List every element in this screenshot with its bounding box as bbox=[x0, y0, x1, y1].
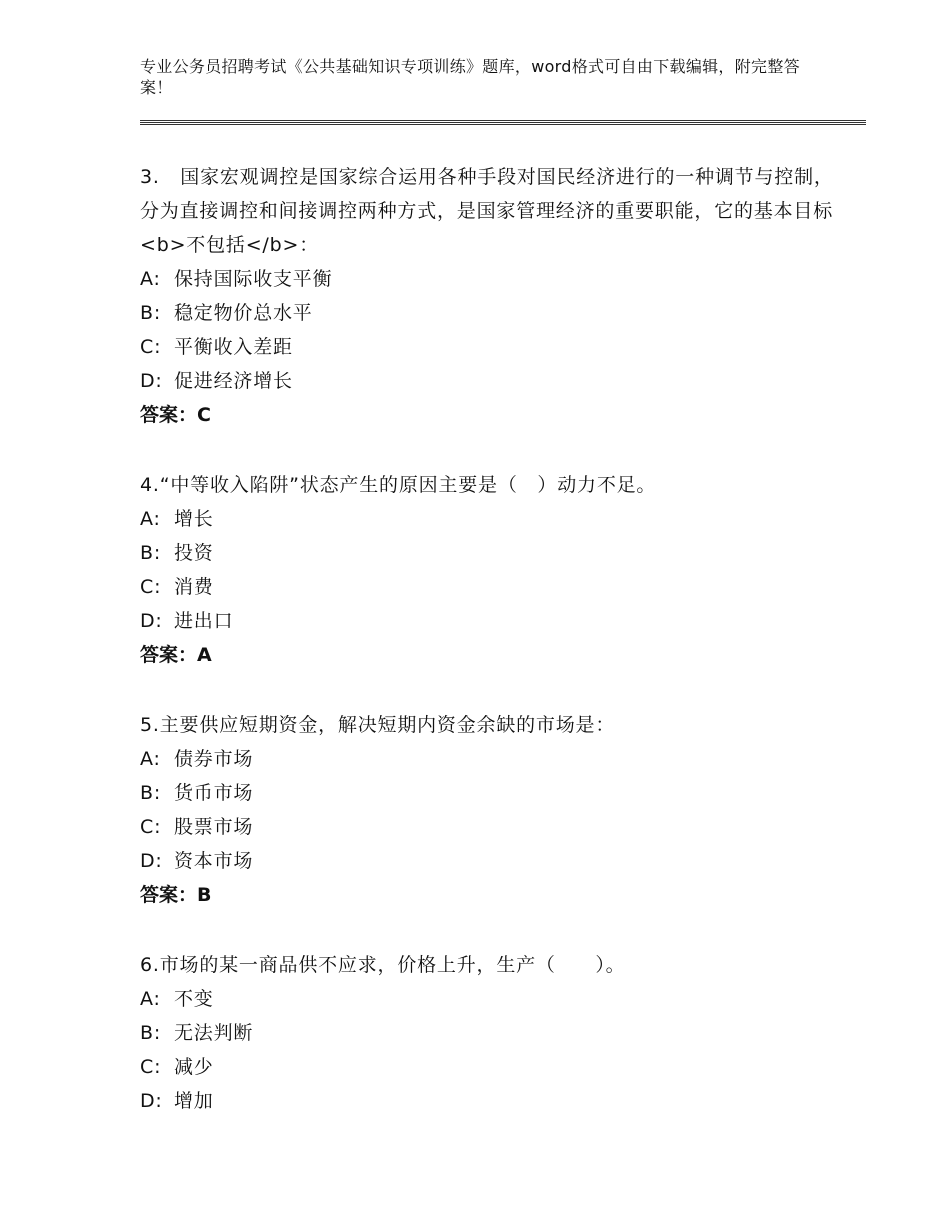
option-c bbox=[140, 810, 840, 844]
question-text: 主要供应短期资金，解决短期内资金余缺的市场是： bbox=[159, 714, 616, 736]
question-stem bbox=[140, 468, 840, 502]
question-stem bbox=[140, 160, 840, 262]
header-divider-line bbox=[140, 124, 866, 125]
option-c bbox=[140, 330, 840, 364]
option-letter: B: bbox=[140, 302, 162, 324]
option-letter: D: bbox=[140, 1090, 163, 1112]
option-a bbox=[140, 742, 840, 776]
option-d bbox=[140, 844, 840, 878]
option-text: 货币市场 bbox=[174, 782, 254, 804]
question-number: 3. bbox=[140, 166, 160, 188]
option-letter: C: bbox=[140, 816, 162, 838]
option-text: 债券市场 bbox=[174, 748, 254, 770]
option-b bbox=[140, 1016, 840, 1050]
option-d bbox=[140, 364, 840, 398]
option-c bbox=[140, 570, 840, 604]
answer-line bbox=[140, 878, 840, 912]
option-letter: A: bbox=[140, 268, 161, 290]
question-6 bbox=[140, 948, 840, 1118]
answer-label: 答案： bbox=[140, 884, 198, 906]
answer-value: A bbox=[197, 644, 212, 666]
option-text: 减少 bbox=[174, 1056, 214, 1078]
question-number: 6. bbox=[140, 954, 160, 976]
option-letter: B: bbox=[140, 782, 162, 804]
option-text: 稳定物价总水平 bbox=[174, 302, 313, 324]
option-text: 进出口 bbox=[174, 610, 234, 632]
option-text: 无法判断 bbox=[174, 1022, 254, 1044]
option-a bbox=[140, 982, 840, 1016]
question-text: 国家宏观调控是国家综合运用各种手段对国民经济进行的一种调节与控制，分为直接调控和间接调控两种方式，是国家管理经济的重要职能，它的基本目标<b>不包括</b>： bbox=[140, 166, 834, 256]
option-text: 资本市场 bbox=[174, 850, 254, 872]
question-text: “中等收入陷阱”状态产生的原因主要是（ ）动力不足。 bbox=[159, 474, 657, 496]
question-3 bbox=[140, 160, 840, 432]
option-text: 不变 bbox=[174, 988, 214, 1010]
question-stem bbox=[140, 948, 840, 982]
question-stem bbox=[140, 708, 840, 742]
option-letter: D: bbox=[140, 850, 163, 872]
option-text: 股票市场 bbox=[174, 816, 254, 838]
header-divider-line bbox=[140, 122, 866, 123]
option-d bbox=[140, 604, 840, 638]
option-letter: D: bbox=[140, 610, 163, 632]
question-number: 5. bbox=[140, 714, 160, 736]
option-text: 促进经济增长 bbox=[174, 370, 293, 392]
option-text: 投资 bbox=[174, 542, 214, 564]
option-b bbox=[140, 776, 840, 810]
option-letter: B: bbox=[140, 542, 162, 564]
question-text: 市场的某一商品供不应求，价格上升，生产（ ）。 bbox=[159, 954, 626, 976]
option-a bbox=[140, 262, 840, 296]
answer-line bbox=[140, 638, 840, 672]
option-text: 增长 bbox=[174, 508, 214, 530]
answer-line bbox=[140, 398, 840, 432]
header-divider-line bbox=[140, 120, 866, 121]
option-letter: A: bbox=[140, 508, 161, 530]
option-text: 平衡收入差距 bbox=[174, 336, 293, 358]
question-number: 4. bbox=[140, 474, 160, 496]
answer-label: 答案： bbox=[140, 644, 198, 666]
option-letter: A: bbox=[140, 988, 161, 1010]
option-text: 保持国际收支平衡 bbox=[174, 268, 333, 290]
question-5 bbox=[140, 708, 840, 912]
option-letter: C: bbox=[140, 1056, 162, 1078]
answer-value: B bbox=[197, 884, 212, 906]
option-a bbox=[140, 502, 840, 536]
option-letter: A: bbox=[140, 748, 161, 770]
option-letter: B: bbox=[140, 1022, 162, 1044]
answer-label: 答案： bbox=[140, 404, 198, 426]
answer-value: C bbox=[197, 404, 211, 426]
option-b bbox=[140, 296, 840, 330]
question-list bbox=[140, 160, 840, 1154]
option-c bbox=[140, 1050, 840, 1084]
question-4 bbox=[140, 468, 840, 672]
document-header bbox=[140, 56, 800, 98]
header-title: 专业公务员招聘考试《公共基础知识专项训练》题库，word格式可自由下载编辑，附完整答案！ bbox=[140, 57, 800, 97]
option-text: 增加 bbox=[174, 1090, 214, 1112]
option-d bbox=[140, 1084, 840, 1118]
option-letter: C: bbox=[140, 576, 162, 598]
option-letter: D: bbox=[140, 370, 163, 392]
option-letter: C: bbox=[140, 336, 162, 358]
option-b bbox=[140, 536, 840, 570]
option-text: 消费 bbox=[174, 576, 214, 598]
